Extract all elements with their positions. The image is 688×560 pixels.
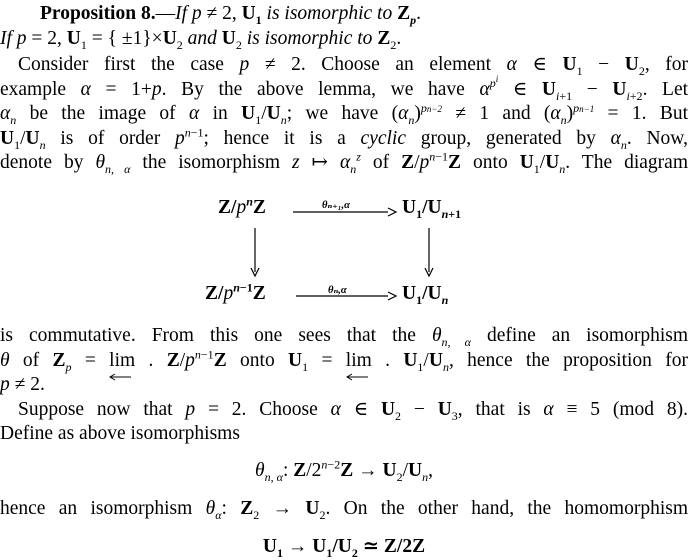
bottom-arrow-label: θₙ,α [328, 285, 347, 296]
para2-line1: is commutative. From this one sees that the $\theta_{n, \alpha}$ define an isomorphism [0, 325, 688, 349]
para2-line2: θ of $Z_p = \lim$ . $Z/p^{n-1}Z$ onto $U_1 = \lim$ . $U_1/U_n$, hence the proposition for [0, 349, 688, 374]
heading-neq: ≠ 2, [206, 3, 237, 24]
diagram-top-left: $Z/p^nZ$ [218, 194, 266, 218]
heading-dash: — [155, 3, 176, 24]
diagram-bottom-right: $U_1/U_n$ [402, 283, 449, 307]
diagram-bottom-left: $Z/p^{n-1}Z$ [205, 280, 266, 304]
para1-line2: example α = 1+p. By the above lemma, we have $\alpha^{p^i}$ ∈ $U_{i+1} - U_{i+2}$. Let [0, 74, 688, 103]
proposition-label: Proposition 8. [40, 3, 156, 24]
para4-line1: hence an isomorphism $\theta_\alpha$: $Z_2 \to U_2$. On the other hand, the homomorphism [0, 498, 688, 522]
commutative-diagram [0, 186, 688, 314]
para3-line2: Define as above isomorphisms [0, 423, 240, 444]
heading-statement-if: If p [175, 3, 202, 24]
top-arrow-label: θₙ₊₁,α [322, 200, 350, 211]
proposition-heading: Proposition 8.—If p ≠ 2, $U_1$ is isomorphic to $Z_p$. [40, 3, 421, 27]
heading-U1: $U_1$ [241, 3, 262, 27]
bottom-arrow [296, 292, 396, 300]
para1-line3: $\alpha_n$ be the image of α in $U_1/U_n$; we have $(\alpha_n)^{pn-2} \ne 1$ and $(\alpha_n)^{pn-1} = 1$. But [0, 100, 688, 127]
proposition-line2: If p = 2, $U_1$ = { $\pm 1\}\times U_2$ and $U_2$ is isomorphic to $Z_2$. [0, 27, 402, 52]
top-arrow [293, 208, 396, 216]
left-arrow [251, 228, 259, 276]
para1-line1: Consider first the case p ≠ 2. Choose an element α ∈ $U_1 - U_2$, for [18, 54, 688, 78]
para1-line4: $U_1/U_n$ is of order $p^{n-1}$; hence it is a cyclic group, generated by $\alpha_n$. Now, [0, 125, 688, 152]
heading-Zp: $Z_p$ [397, 3, 417, 27]
display-equation-2: $U_1 \to U_1/U_2$ ≃ Z/2Z [262, 536, 426, 560]
diagram-top-right: $U_1/U_{n+1}$ [402, 197, 462, 221]
para1-line5: denote by $\theta_{n, \alpha}$ the isomorphism z ↦ $\alpha_n^z$ of $Z/p^{n-1}Z$ onto $U_1/U_n$. The diagram [0, 149, 688, 176]
para2-line3: p ≠ 2. [0, 374, 45, 395]
right-arrow [425, 228, 433, 276]
inverse-limit-1: lim [109, 349, 135, 374]
para3-line1: Suppose now that p = 2. Choose α ∈ $U_2 - U_3$, that is α ≡ 5 (mod 8). [18, 398, 688, 423]
display-equation-1: $\theta_{n, \alpha}$: $Z/2^{n-2}Z \to U_2/U_n$, [255, 457, 433, 484]
heading-isomorphic: is isomorphic to [266, 3, 393, 24]
diagram-arrows [0, 186, 688, 314]
inverse-limit-2: lim [346, 349, 372, 374]
cyclic-word: cyclic [360, 127, 407, 149]
